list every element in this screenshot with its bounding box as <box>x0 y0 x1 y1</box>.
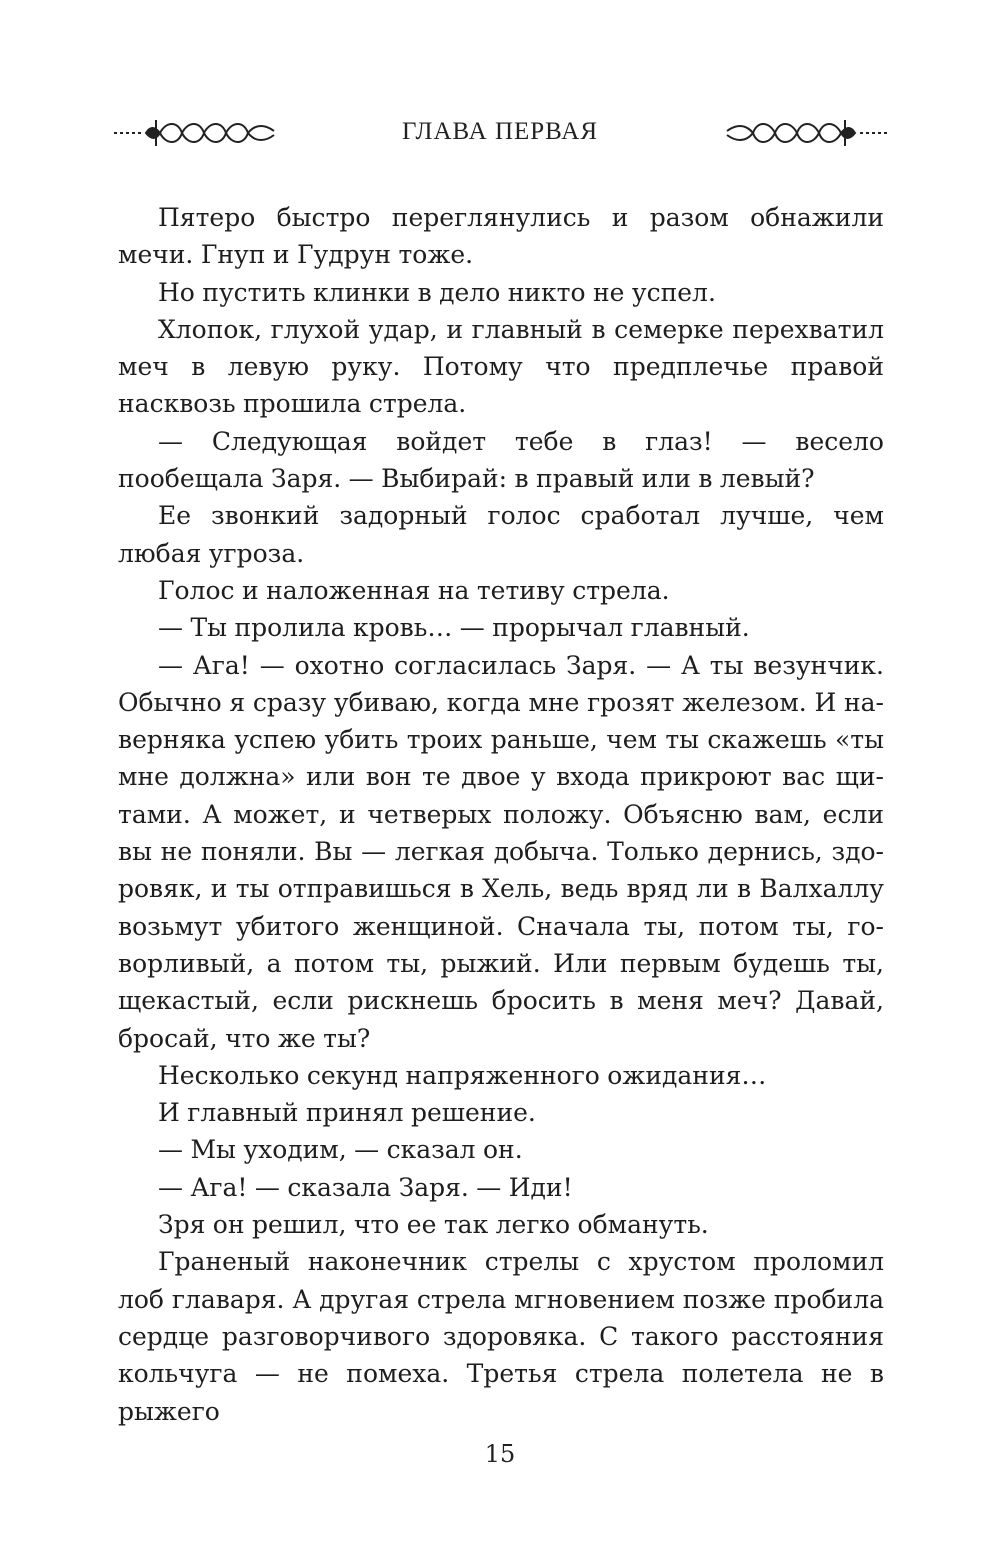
paragraph: Хлопок, глухой удар, и главный в семерке перехватил меч в левую руку. Потому что предплечье правой насквозь прошила стрела. <box>118 314 884 419</box>
paragraph: Голос и наложенная на тетиву стрела. <box>158 575 670 605</box>
paragraph: Несколько секунд напряженного ожидания… <box>158 1060 767 1090</box>
paragraph: Зря он решил, что ее так легко обмануть. <box>158 1210 709 1240</box>
ornament-icon <box>724 116 889 150</box>
body-text <box>118 199 884 1430</box>
page-number: 15 <box>484 1440 516 1468</box>
running-head: ГЛАВА ПЕРВАЯ <box>401 118 599 145</box>
paragraph: Пятеро быстро переглянулись и разом обнажили мечи. Гнуп и Гудрун тоже. <box>118 203 884 270</box>
paragraph: И главный принял решение. <box>158 1098 536 1128</box>
paragraph: — Следующая войдет тебе в глаз! — весело пообещала Заря. — Выбирай: в правый или в левый? <box>118 426 884 494</box>
paragraph: Ее звонкий задорный голос сработал лучше, чем любая угроза. <box>118 501 884 568</box>
paragraph: — Ага! — сказала Заря. — Иди! <box>158 1172 573 1202</box>
paragraph: — Ага! — охотно согласилась Заря. — А ты везунчик. Обычно я сразу убиваю, когда мне грозят железом. И наверняка успею убить троих раньше, чем ты скажешь «ты мне должна» или вон те двое у входа прикроют вас щитами. А может, и четверых положу. Объясню вам, если вы не поняли. Вы — легкая добыча. Только дернись, здоровяк, и ты отправишься в Хель, ведь вряд ли в Валхаллу возьмут убитого женщиной. Сначала ты, потом ты, говорливый, а потом ты, рыжий. Или первым будешь ты, щекастый, если рискнешь бросить в меня меч? Давай, бросай, что же ты? <box>118 650 884 1053</box>
paragraph: Граненый наконечник стрелы с хрустом проломил лоб главаря. А другая стрела мгновением позже пробила сердце разговорчивого здоровяка. С такого расстояния кольчуга — не помеха. Третья стрела полетела не в рыжего <box>118 1247 884 1426</box>
paragraph: — Ты пролила кровь… — прорычал главный. <box>158 613 750 643</box>
paragraph: — Мы уходим, — сказал он. <box>158 1135 523 1165</box>
paragraph: Но пустить клинки в дело никто не успел. <box>158 277 716 307</box>
page-header <box>0 108 1000 158</box>
